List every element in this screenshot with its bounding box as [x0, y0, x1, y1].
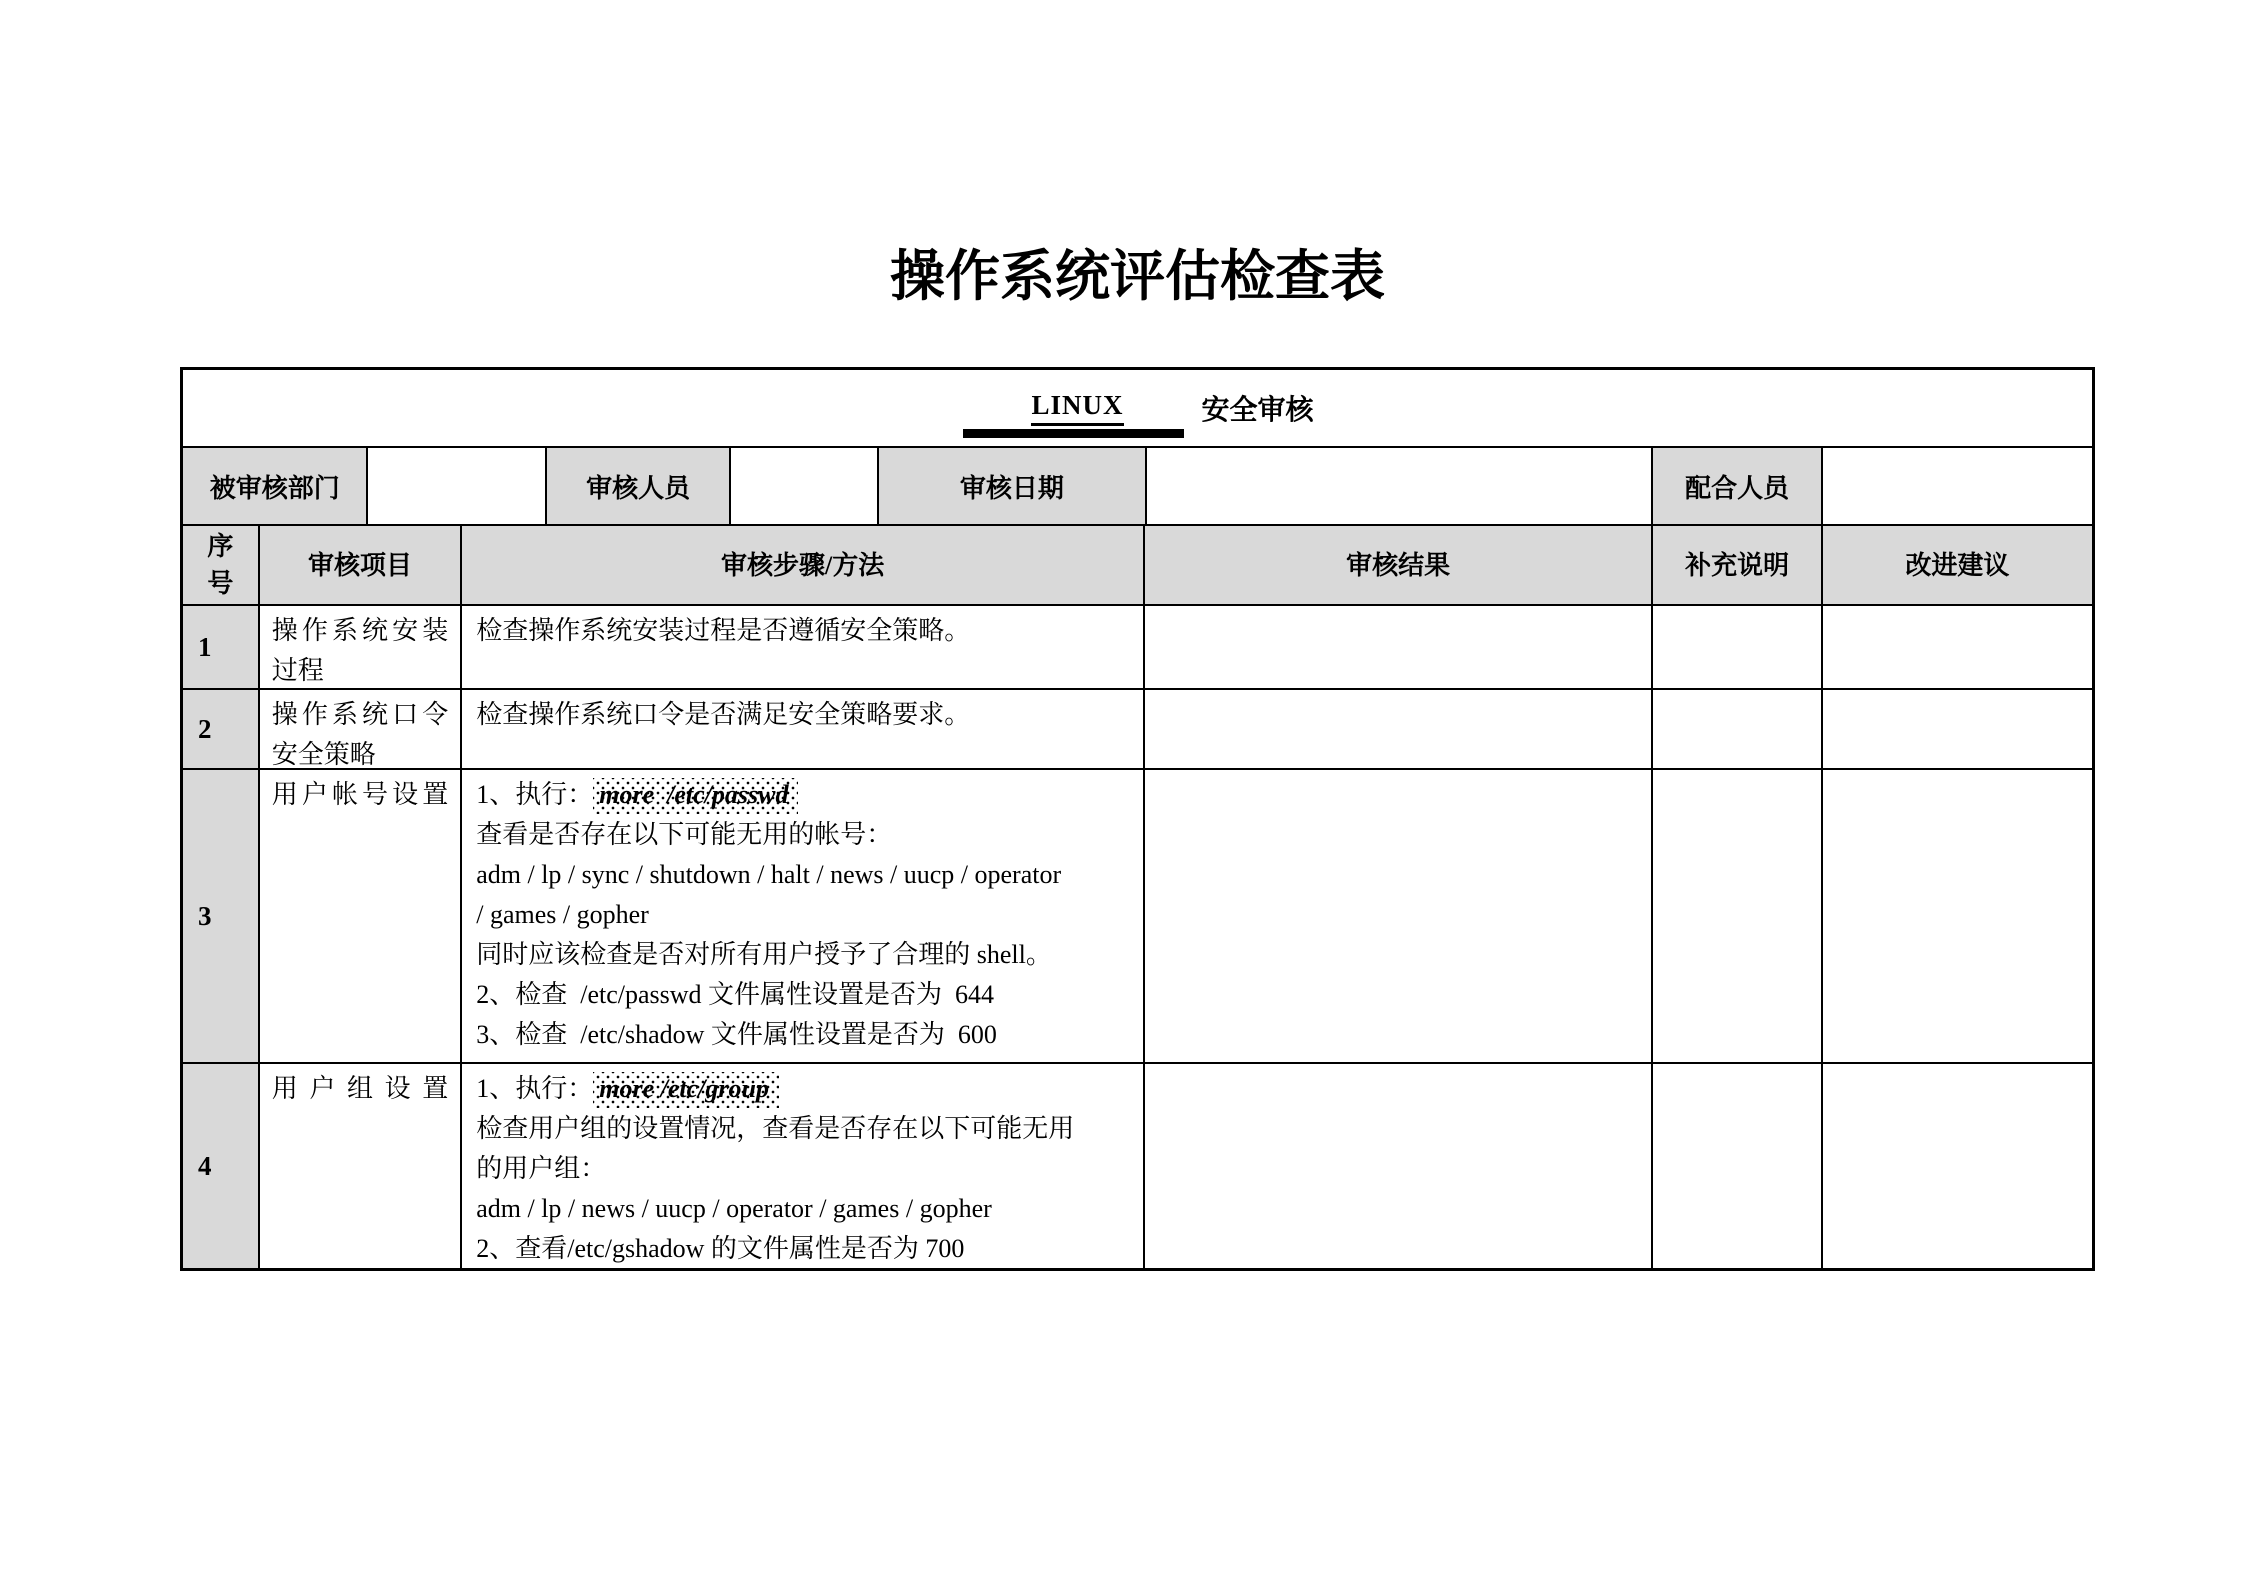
audit-result-cell[interactable]	[1145, 690, 1653, 768]
col-header-audit-item: 审核项目	[260, 526, 462, 604]
table-row	[183, 606, 2092, 690]
step-line: adm / lp / sync / shutdown / halt / news / uucp / operator	[476, 860, 1062, 889]
audit-steps-cell	[462, 1064, 1145, 1268]
step-line: / games / gopher	[476, 900, 649, 929]
table-body	[183, 606, 2092, 1268]
step-prefix: 1、执行：	[476, 1074, 594, 1103]
col-header-suggestion: 改进建议	[1905, 550, 2010, 580]
step-line: 的用户组：	[476, 1154, 607, 1183]
step-line: 3、检查 /etc/shadow 文件属性设置是否为 600	[476, 1020, 997, 1049]
cooperator-label: 配合人员	[1653, 448, 1822, 524]
auditor-value-cell[interactable]	[731, 448, 879, 524]
row-number-cell: 4	[183, 1064, 260, 1268]
section-title: 安全审核	[1201, 395, 1314, 426]
audit-result-cell[interactable]	[1145, 770, 1653, 1062]
step-line: 2、查看/etc/gshadow 的文件属性是否为 700	[476, 1234, 965, 1263]
step-line: 检查操作系统口令是否满足安全策略要求。	[476, 700, 971, 729]
supplement-note-cell[interactable]	[1653, 1064, 1822, 1268]
step-line: 检查用户组的设置情况，查看是否存在以下可能无用	[476, 1114, 1075, 1143]
col-header-audit-steps: 审核步骤/方法	[462, 526, 1145, 604]
step-line: 2、检查 /etc/passwd 文件属性设置是否为 644	[476, 980, 995, 1009]
audit-date-value-cell[interactable]	[1147, 448, 1653, 524]
improvement-suggestion-cell[interactable]	[1823, 690, 2092, 768]
cooperator-value-cell[interactable]	[1823, 448, 2092, 524]
table-row	[183, 690, 2092, 770]
os-name: LINUX	[1031, 390, 1123, 426]
improvement-suggestion-cell[interactable]	[1823, 606, 2092, 688]
step-line	[476, 1069, 1133, 1109]
column-header-row	[183, 526, 2092, 606]
supplement-note-cell[interactable]	[1653, 690, 1822, 768]
improvement-suggestion-cell[interactable]	[1823, 770, 2092, 1062]
audit-result-cell[interactable]	[1145, 1064, 1653, 1268]
row-number-cell: 1	[183, 606, 260, 688]
col-header-seq-no: 序号	[183, 526, 260, 604]
audit-item-cell: 操作系统安装过程	[260, 606, 462, 688]
step-line: 检查操作系统安装过程是否遵循安全策略。	[476, 616, 971, 645]
table-row	[183, 770, 2092, 1064]
step-line: adm / lp / news / uucp / operator / games / gopher	[476, 1194, 992, 1223]
audit-item-cell: 操作系统口令安全策略	[260, 690, 462, 768]
audited-department-value-cell[interactable]	[368, 448, 546, 524]
audited-department-label: 被审核部门	[183, 448, 368, 524]
row-number-cell: 2	[183, 690, 260, 768]
info-row	[183, 448, 2092, 526]
audit-result-cell[interactable]	[1145, 606, 1653, 688]
step-prefix: 1、执行：	[476, 780, 594, 809]
shaded-command-text: more /etc/group	[593, 1072, 779, 1108]
auditor-label: 审核人员	[547, 448, 731, 524]
step-line: 查看是否存在以下可能无用的帐号：	[476, 820, 893, 849]
audit-item-cell: 用户组设置	[260, 1064, 462, 1268]
improvement-suggestion-cell[interactable]	[1823, 1064, 2092, 1268]
row-number-cell: 3	[183, 770, 260, 1062]
shaded-command-text: more /etc/passwd	[593, 778, 798, 814]
col-header-audit-result: 审核结果	[1145, 526, 1653, 604]
col-header-supplement: 补充说明	[1653, 526, 1823, 604]
audit-date-label: 审核日期	[879, 448, 1147, 524]
supplement-note-cell[interactable]	[1653, 606, 1822, 688]
table-row	[183, 1064, 2092, 1268]
audit-steps-cell	[462, 770, 1145, 1062]
audit-item-cell: 用户帐号设置	[260, 770, 462, 1062]
audit-checklist-table	[180, 367, 2095, 1271]
audit-steps-cell	[462, 606, 1145, 688]
audit-steps-cell	[462, 690, 1145, 768]
page-title: 操作系统评估检查表	[889, 246, 1385, 307]
os-name-underline	[961, 390, 1201, 426]
table-section-header	[183, 370, 2092, 448]
step-line: 同时应该检查是否对所有用户授予了合理的 shell。	[476, 940, 1052, 969]
step-line	[476, 775, 1133, 815]
supplement-note-cell[interactable]	[1653, 770, 1822, 1062]
